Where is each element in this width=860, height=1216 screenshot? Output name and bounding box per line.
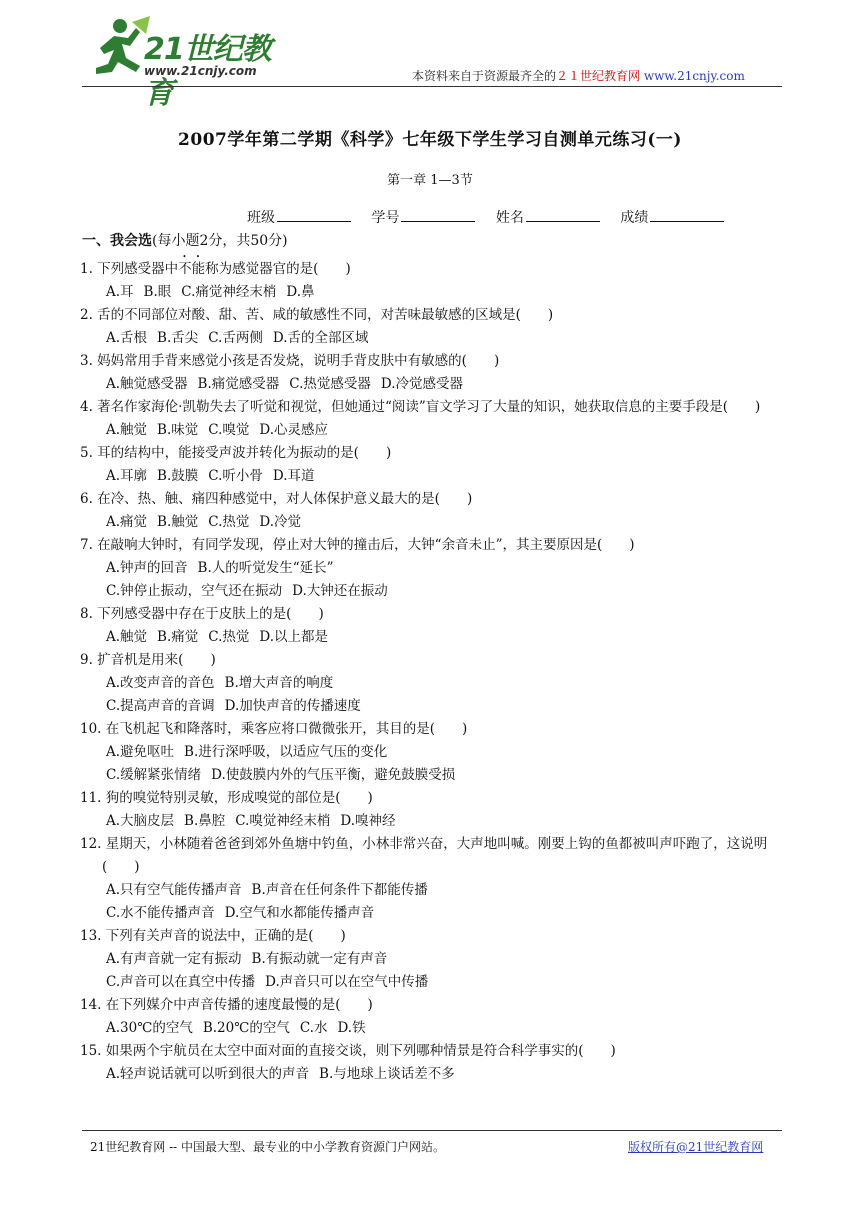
question-item <box>80 925 786 994</box>
answer-option[interactable]: A.避免呕吐 <box>106 744 175 760</box>
header-divider <box>82 86 782 87</box>
answer-option[interactable]: D.舌的全部区域 <box>272 330 369 346</box>
question-item <box>80 718 786 787</box>
answer-option[interactable]: A.触觉 <box>106 422 148 438</box>
option-row <box>80 557 786 580</box>
answer-option[interactable]: D.冷觉 <box>259 514 302 530</box>
answer-option[interactable]: B.鼻腔 <box>184 813 226 829</box>
answer-option[interactable]: D.声音只可以在空气中传播 <box>265 974 429 990</box>
question-stem: 1. 下列感受器中不能称为感觉器官的是( ) <box>80 261 351 277</box>
field-class-label: 班级 <box>247 210 275 226</box>
answer-option[interactable]: B.眼 <box>143 284 172 300</box>
answer-option[interactable]: C.水 <box>299 1020 328 1036</box>
answer-option[interactable]: B.增大声音的响度 <box>224 675 334 691</box>
question-item <box>80 1040 786 1086</box>
answer-option[interactable]: A.有声音就一定有振动 <box>106 951 242 967</box>
question-item <box>80 603 786 649</box>
answer-option[interactable]: C.痛觉神经末梢 <box>181 284 277 300</box>
footer-text: 21世纪教育网 -- 中国最大型、最专业的中小学教育资源门户网站。 <box>90 1140 446 1154</box>
answer-option[interactable]: A.触觉感受器 <box>106 376 188 392</box>
question-stem: 2. 舌的不同部位对酸、甜、苦、咸的敏感性不同，对苦味最敏感的区域是( ) <box>80 307 554 323</box>
header-note-url[interactable]: www.21cnjy.com <box>643 69 745 83</box>
field-name <box>496 207 600 227</box>
question-stem: 5. 耳的结构中，能接受声波并转化为振动的是( ) <box>80 445 392 461</box>
logo <box>84 14 294 111</box>
answer-option[interactable]: D.大钟还在振动 <box>292 583 388 599</box>
answer-option[interactable]: A.触觉 <box>106 629 148 645</box>
option-row <box>80 971 786 994</box>
answer-option[interactable]: A.耳 <box>106 284 134 300</box>
question-item <box>80 350 786 396</box>
answer-option[interactable]: B.与地球上谈话差不多 <box>319 1066 455 1082</box>
answer-option[interactable]: C.水不能传播声音 <box>106 905 215 921</box>
option-row <box>80 1063 786 1086</box>
answer-option[interactable]: C.热觉 <box>208 514 250 530</box>
answer-option[interactable]: C.钟停止振动，空气还在振动 <box>106 583 283 599</box>
option-row <box>80 281 786 304</box>
answer-option[interactable]: A.钟声的回音 <box>106 560 188 576</box>
answer-option[interactable]: B.舌尖 <box>157 330 199 346</box>
option-row <box>80 465 786 488</box>
question-stem: 12. 星期天，小林随着爸爸到郊外鱼塘中钓鱼，小林非常兴奋，大声地叫喊。刚要上钩的鱼都被叫声吓跑了，这说明( ) <box>80 836 768 875</box>
question-stem: 14. 在下列媒介中声音传播的速度最慢的是( ) <box>80 997 373 1013</box>
question-item <box>80 787 786 833</box>
answer-option[interactable]: B.有振动就一定有声音 <box>251 951 388 967</box>
page-header <box>0 0 860 111</box>
document-subtitle: 第一章 1—3节 <box>387 173 473 188</box>
option-row <box>80 741 786 764</box>
section-heading <box>82 230 288 250</box>
question-stem: 8. 下列感受器中存在于皮肤上的是( ) <box>80 606 324 622</box>
field-score-label: 成绩 <box>620 210 649 226</box>
answer-option[interactable]: D.空气和水都能传播声音 <box>224 905 375 921</box>
option-row <box>80 902 786 925</box>
header-note <box>412 67 745 84</box>
option-row <box>80 580 786 603</box>
section-label: 一、我会选 <box>82 233 152 249</box>
field-name-blank[interactable] <box>526 209 600 222</box>
answer-option[interactable]: B.痛觉 <box>157 629 199 645</box>
option-row <box>80 373 786 396</box>
answer-option[interactable]: B.味觉 <box>157 422 199 438</box>
answer-option[interactable]: D.加快声音的传播速度 <box>224 698 361 714</box>
logo-url: www.21cnjy.com <box>144 64 257 78</box>
answer-option[interactable]: D.以上都是 <box>259 629 329 645</box>
question-stem: 7. 在敲响大钟时，有同学发现，停止对大钟的撞击后，大钟“余音未止”，其主要原因是( ) <box>80 537 635 553</box>
answer-option[interactable]: A.耳廓 <box>106 468 148 484</box>
question-item <box>80 304 786 350</box>
header-note-prefix: 本资料来自于资源最齐全的 <box>412 69 557 83</box>
field-number <box>371 207 475 227</box>
question-stem: 15. 如果两个宇航员在太空中面对面的直接交谈，则下列哪种情景是符合科学事实的( ) <box>80 1043 616 1059</box>
question-item <box>80 253 786 304</box>
answer-option[interactable]: D.铁 <box>337 1020 366 1036</box>
question-item <box>80 833 786 925</box>
question-list <box>80 253 786 1086</box>
question-stem: 9. 扩音机是用来( ) <box>80 652 216 668</box>
answer-option[interactable]: D.冷觉感受器 <box>380 376 464 392</box>
answer-option[interactable]: B.进行深呼吸，以适应气压的变化 <box>184 744 388 760</box>
answer-option[interactable]: C.听小骨 <box>208 468 263 484</box>
answer-option[interactable]: B.鼓膜 <box>157 468 199 484</box>
field-score <box>620 207 724 227</box>
question-stem: 11. 狗的嗅觉特别灵敏，形成嗅觉的部位是( ) <box>80 790 373 806</box>
option-row <box>80 810 786 833</box>
answer-option[interactable]: B.20℃的空气 <box>202 1020 290 1036</box>
option-row <box>80 626 786 649</box>
answer-option[interactable]: D.嗅神经 <box>340 813 396 829</box>
answer-option[interactable]: D.心灵感应 <box>259 422 329 438</box>
footer-divider <box>82 1130 782 1131</box>
answer-option[interactable]: C.声音可以在真空中传播 <box>106 974 256 990</box>
answer-option[interactable]: A.轻声说话就可以听到很大的声音 <box>106 1066 310 1082</box>
question-item <box>80 396 786 442</box>
answer-option[interactable]: D.耳道 <box>272 468 315 484</box>
option-row <box>80 327 786 350</box>
answer-option[interactable]: C.热觉感受器 <box>289 376 371 392</box>
field-number-label: 学号 <box>371 210 400 226</box>
field-score-blank[interactable] <box>650 209 724 222</box>
section-note: (每小题2分，共50分) <box>152 233 288 249</box>
option-row <box>80 764 786 787</box>
logo-text: 21世纪教育 <box>144 32 271 111</box>
answer-option[interactable]: B.痛觉感受器 <box>197 376 280 392</box>
question-stem: 10. 在飞机起飞和降落时，乘客应将口微微张开，其目的是( ) <box>80 721 468 737</box>
field-class <box>247 207 351 227</box>
answer-option[interactable]: A.大脑皮层 <box>106 813 175 829</box>
answer-option[interactable]: A.舌根 <box>106 330 148 346</box>
student-info-fields <box>247 207 740 227</box>
question-item <box>80 994 786 1040</box>
option-row <box>80 511 786 534</box>
field-class-blank[interactable] <box>277 209 351 222</box>
answer-option[interactable]: D.鼻 <box>286 284 315 300</box>
question-item <box>80 442 786 488</box>
answer-option[interactable]: A.30℃的空气 <box>106 1020 193 1036</box>
answer-option[interactable]: C.舌两侧 <box>208 330 263 346</box>
option-row <box>80 695 786 718</box>
answer-option[interactable]: C.缓解紧张情绪 <box>106 767 202 783</box>
option-row <box>80 672 786 695</box>
question-stem: 4. 著名作家海伦·凯勒失去了听觉和视觉，但她通过“阅读”盲文学习了大量的知识，她获取信息的主要手段是( ) <box>80 399 761 415</box>
answer-option[interactable]: A.改变声音的音色 <box>106 675 215 691</box>
question-stem: 6. 在冷、热、触、痛四种感觉中，对人体保护意义最大的是( ) <box>80 491 473 507</box>
answer-option[interactable]: B.触觉 <box>157 514 199 530</box>
field-name-label: 姓名 <box>495 210 524 226</box>
answer-option[interactable]: C.嗅觉神经末梢 <box>235 813 331 829</box>
option-row <box>80 879 786 902</box>
answer-option[interactable]: B.声音在任何条件下都能传播 <box>251 882 428 898</box>
question-item <box>80 649 786 718</box>
answer-option[interactable]: A.只有空气能传播声音 <box>106 882 242 898</box>
answer-option[interactable]: C.提高声音的音调 <box>106 698 215 714</box>
field-number-blank[interactable] <box>401 209 475 222</box>
question-item <box>80 488 786 534</box>
footer-copyright-link[interactable]: 版权所有@21世纪教育网 <box>628 1140 764 1154</box>
header-note-site[interactable]: ２１世纪教育网 <box>556 69 641 83</box>
emphasis-text: 不能 <box>178 261 206 277</box>
answer-option[interactable]: C.嗅觉 <box>208 422 250 438</box>
option-row <box>80 1017 786 1040</box>
question-stem: 13. 下列有关声音的说法中，正确的是( ) <box>80 928 346 944</box>
question-stem: 3. 妈妈常用手背来感觉小孩是否发烧，说明手背皮肤中有敏感的( ) <box>80 353 500 369</box>
answer-option[interactable]: D.使鼓膜内外的气压平衡，避免鼓膜受损 <box>211 767 456 783</box>
option-row <box>80 948 786 971</box>
option-row <box>80 419 786 442</box>
question-item <box>80 534 786 603</box>
answer-option[interactable]: C.热觉 <box>208 629 250 645</box>
answer-option[interactable]: A.痛觉 <box>106 514 148 530</box>
answer-option[interactable]: B.人的听觉发生“延长” <box>197 560 334 576</box>
document-title: 2007学年第二学期《科学》七年级下学生学习自测单元练习(一) <box>178 130 682 150</box>
